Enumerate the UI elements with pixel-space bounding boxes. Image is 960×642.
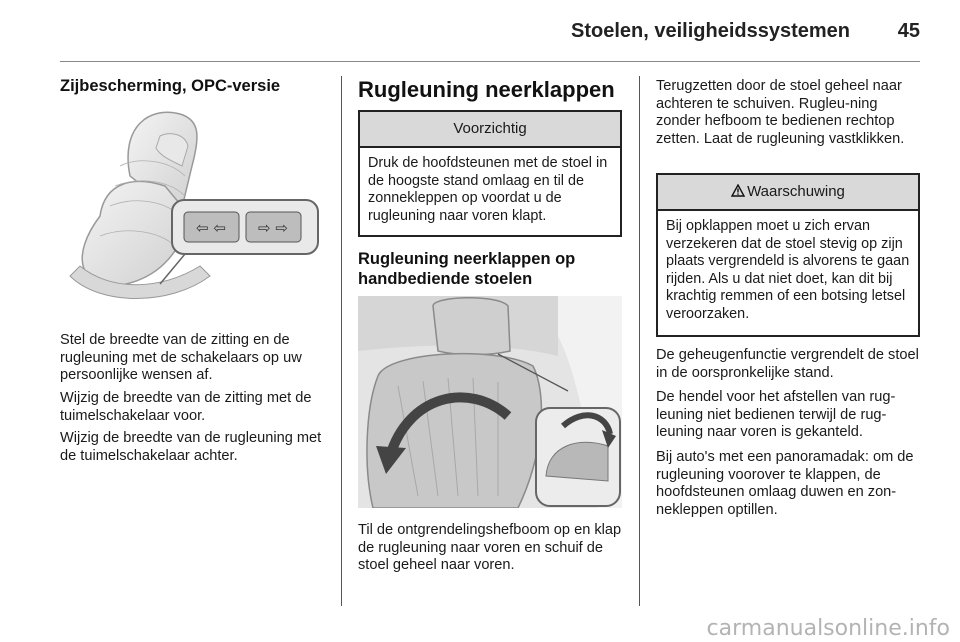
paragraph-memory-function: De geheugenfunctie vergrendelt de stoel in de oorspronkelijke stand. xyxy=(656,347,919,381)
svg-text:⇦ ⇦: ⇦ ⇦ xyxy=(196,219,226,237)
caution-box xyxy=(358,110,622,237)
watermark: carmanualsonline.info xyxy=(706,616,950,641)
seat-side-bolster-illustration xyxy=(60,106,324,318)
paragraph-panorama-roof: Bij auto's met een panoramadak: om de rugleuning voorover te klappen, de hoofdsteunen omlaag duwen en zon-nekleppen optillen. xyxy=(656,449,914,518)
paragraph-release-lever: Til de ontgrendelingshefboom op en klap de rugleuning naar voren en schuif de stoel geheel naar voren. xyxy=(358,522,622,573)
section-heading-side-bolster: Zijbescherming, OPC-versie xyxy=(60,77,281,95)
subheading-manual-seats: Rugleuning neerklappen op handbediende stoelen xyxy=(358,250,576,288)
page-number: 45 xyxy=(897,20,920,42)
paragraph-adjust-width: Stel de breedte van de zitting en de rugleuning met de schakelaars op uw persoonlijke wensen af. xyxy=(60,332,302,383)
svg-text:⇨ ⇨: ⇨ ⇨ xyxy=(258,219,288,237)
warning-text: Bij opklappen moet u zich ervan verzekeren dat de stoel stevig op zijn plaats vergrendeld is alvorens te gaan rijden. Als u dat niet doet, kan dit bij krachtig remmen of een botsing letsel veroorzaken. xyxy=(666,218,910,322)
warning-triangle-icon xyxy=(731,175,745,209)
header-divider xyxy=(60,61,920,62)
warning-header xyxy=(658,175,918,211)
column-divider-left xyxy=(341,76,342,606)
section-heading-fold-backrest: Rugleuning neerklappen xyxy=(358,77,615,102)
paragraph-return-seat: Terugzetten door de stoel geheel naar achteren te schuiven. Rugleu-ning zonder hefboom te bedienen rechtop zetten. Laat de rugleuning vastklikken. xyxy=(656,78,905,147)
warning-box xyxy=(656,173,920,337)
warning-title: Waarschuwing xyxy=(747,183,845,200)
caution-text: Druk de hoofdsteunen met de stoel in de hoogste stand omlaag en til de zonnekleppen op voordat u de rugleuning naar voren klapt. xyxy=(368,155,608,224)
manual-seat-illustration xyxy=(358,296,622,508)
caution-title: Voorzichtig xyxy=(360,112,620,148)
column-divider-right xyxy=(639,76,640,606)
running-header-title: Stoelen, veiligheidssystemen xyxy=(571,20,850,42)
paragraph-lever-warning: De hendel voor het afstellen van rug-leuning niet bedienen terwijl de rug-leuning naar voren is gekanteld. xyxy=(656,389,896,440)
paragraph-backrest-width: Wijzig de breedte van de rugleuning met de tuimelschakelaar achter. xyxy=(60,430,322,464)
paragraph-seat-width: Wijzig de breedte van de zitting met de tuimelschakelaar voor. xyxy=(60,390,312,424)
